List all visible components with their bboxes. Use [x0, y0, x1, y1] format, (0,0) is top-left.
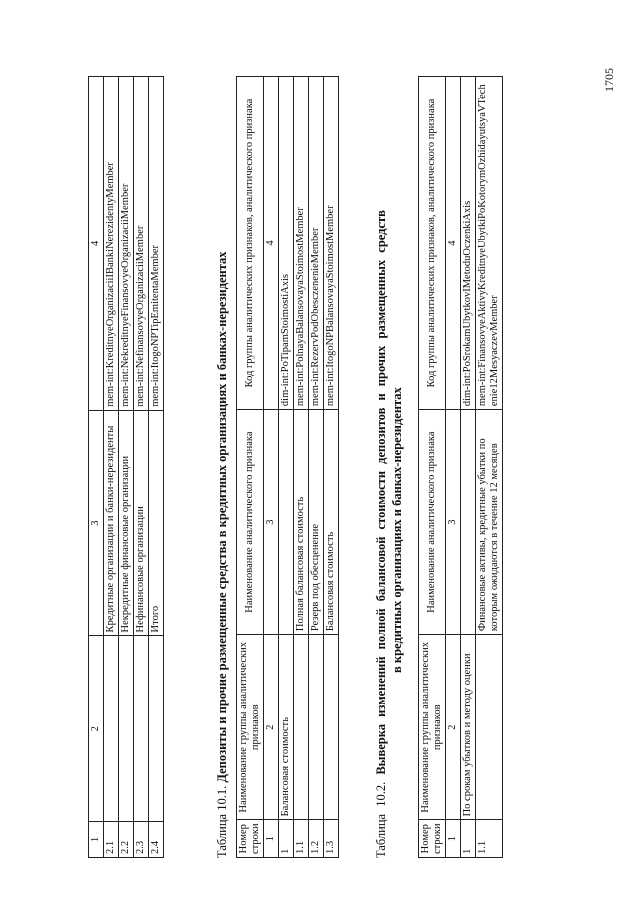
table-header-row — [237, 77, 264, 858]
attribute-code: mem-int:ItogoNPBalansovayaStoimostMember — [324, 77, 339, 410]
col-num: 3 — [89, 410, 104, 636]
caption-label: Таблица 10.2. — [374, 781, 388, 858]
header-cell: Номер строки — [419, 820, 446, 858]
group-name — [324, 635, 339, 820]
attribute-name: Некредитные финансовые организации — [119, 410, 134, 636]
row-number: 2.3 — [134, 822, 149, 858]
group-name — [476, 635, 503, 820]
table-continuation — [88, 76, 164, 858]
table-column-numbers — [264, 77, 279, 858]
attribute-code: mem-int:FinansovyeAktivyKreditnyeUbytkiPoKotorymOzhidayutsyaVTechenie12MesyaczevMember — [476, 77, 503, 410]
table-row — [461, 77, 476, 858]
attribute-code: mem-int:NefinansovyeOrganizaciiMember — [134, 77, 149, 411]
row-number: 1.2 — [309, 820, 324, 858]
table-10-1 — [236, 76, 339, 858]
header-cell: Наименование аналитического признака — [419, 410, 446, 635]
table-row — [294, 77, 309, 858]
attribute-code: mem-int:RezervPodObesczenenieMember — [309, 77, 324, 410]
col-num: 2 — [446, 635, 461, 820]
row-number: 1 — [461, 820, 476, 858]
attribute-code: mem-int:KreditnyeOrganizaciiIBankiNerezidentyMember — [104, 77, 119, 411]
header-cell: Наименование аналитического признака — [237, 410, 264, 635]
table-column-numbers — [89, 77, 104, 858]
col-num: 4 — [264, 77, 279, 410]
attribute-name — [461, 410, 476, 635]
rotated-page-content — [88, 76, 628, 858]
caption-title: Выверка изменений полной балансовой стоимости депозитов и прочих размещенных средств — [374, 210, 388, 775]
row-number: 2.1 — [104, 822, 119, 858]
group-name — [104, 636, 119, 822]
header-cell: Код группы аналитических признаков, аналитического признака — [419, 77, 446, 410]
table-10-1-caption — [214, 76, 230, 858]
group-name — [134, 636, 149, 822]
table-row — [309, 77, 324, 858]
col-num: 4 — [446, 77, 461, 410]
attribute-name: Финансовые активы, кредитные убытки по которым ожидаются в течение 12 месяцев — [476, 410, 503, 635]
table-row — [476, 77, 503, 858]
attribute-name: Кредитные организации и банки-нерезиденты — [104, 410, 119, 636]
col-num: 4 — [89, 77, 104, 411]
col-num: 2 — [89, 636, 104, 822]
caption-line-2: в кредитных организациях и банках-нерезидентах — [390, 387, 404, 673]
table-row — [279, 77, 294, 858]
caption-label: Таблица 10.1. — [215, 785, 229, 858]
attribute-name: Итого — [149, 410, 164, 636]
row-number: 1 — [279, 820, 294, 858]
table-10-2-caption — [373, 76, 405, 858]
row-number: 1.1 — [294, 820, 309, 858]
group-name: Балансовая стоимость — [279, 635, 294, 820]
col-num: 2 — [264, 635, 279, 820]
group-name: По срокам убытков и методу оценки — [461, 635, 476, 820]
col-num: 3 — [446, 410, 461, 635]
attribute-name — [279, 410, 294, 635]
attribute-code: dim-int:PoSrokamUbytkovIMetoduOczenkiAxis — [461, 77, 476, 410]
group-name — [149, 636, 164, 822]
group-name — [309, 635, 324, 820]
col-num: 1 — [446, 820, 461, 858]
table-row — [324, 77, 339, 858]
table-column-numbers — [446, 77, 461, 858]
table-10-2 — [418, 76, 503, 858]
attribute-code: dim-int:PoTipamStoimostiAxis — [279, 77, 294, 410]
attribute-code: mem-int:PolnayaBalansovayaStoimostMember — [294, 77, 309, 410]
caption-line-1 — [373, 76, 389, 858]
table-row — [119, 77, 134, 858]
attribute-code: mem-int:NekreditnyeFinansovyeOrganizaciiMember — [119, 77, 134, 411]
row-number: 2.4 — [149, 822, 164, 858]
row-number: 1.3 — [324, 820, 339, 858]
col-num: 1 — [264, 820, 279, 858]
header-cell: Наименование группы аналитических признаков — [419, 635, 446, 820]
table-row — [149, 77, 164, 858]
row-number: 1.1 — [476, 820, 503, 858]
attribute-name: Нефинансовые организации — [134, 410, 149, 636]
row-number: 2.2 — [119, 822, 134, 858]
header-cell: Номер строки — [237, 820, 264, 858]
caption-title: Депозиты и прочие размещенные средства в кредитных организациях и банках-нерезидентах — [215, 251, 229, 783]
table-row — [134, 77, 149, 858]
col-num: 1 — [89, 822, 104, 858]
attribute-name: Резерв под обесценение — [309, 410, 324, 635]
attribute-name: Балансовая стоимость — [324, 410, 339, 635]
group-name — [294, 635, 309, 820]
attribute-name: Полная балансовая стоимость — [294, 410, 309, 635]
attribute-code: mem-int:ItogoNPTipEmitentaMember — [149, 77, 164, 411]
header-cell: Наименование группы аналитических признаков — [237, 635, 264, 820]
group-name — [119, 636, 134, 822]
col-num: 3 — [264, 410, 279, 635]
table-header-row — [419, 77, 446, 858]
table-row — [104, 77, 119, 858]
header-cell: Код группы аналитических признаков, аналитического признака — [237, 77, 264, 410]
page-number: 1705 — [602, 68, 616, 92]
